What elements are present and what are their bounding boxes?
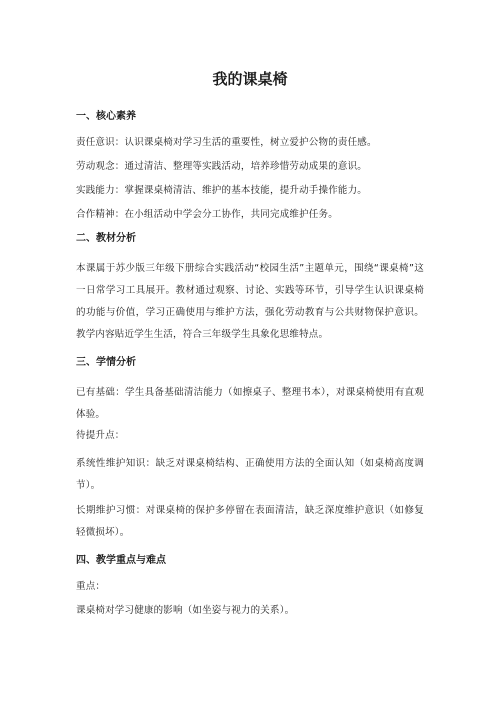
paragraph: 本课属于苏少版三年级下册综合实践活动“校园生活”主题单元，围绕“课桌椅”这一日常学习工具展开。教材通过观察、讨论、实践等环节，引导学生认识课桌椅的功能与价值，学习正确使用与维护方法，强化劳动教育与公共财物保护意识。教学内容贴近学生生活，符合三年级学生具象化思维特点。 bbox=[76, 263, 424, 340]
paragraph: 劳动观念：通过清洁、整理等实践活动，培养珍惜劳动成果的意识。 bbox=[76, 161, 368, 172]
section-heading: 二、教材分析 bbox=[76, 233, 136, 244]
section-heading: 四、教学重点与难点 bbox=[76, 555, 166, 566]
paragraph: 课桌椅对学习健康的影响（如坐姿与视力的关系）。 bbox=[76, 605, 295, 616]
section-textbook-analysis bbox=[76, 232, 424, 346]
paragraph: 重点： bbox=[76, 581, 106, 592]
section-key-points bbox=[76, 554, 424, 618]
paragraph: 已有基础：学生具备基础清洁能力（如擦桌子、整理书本），对课桌椅使用有直观体验。 bbox=[76, 387, 424, 420]
section-learner-analysis bbox=[76, 356, 424, 544]
paragraph: 待提升点： bbox=[76, 430, 125, 441]
section-heading: 一、核心素养 bbox=[76, 111, 136, 122]
paragraph: 实践能力：掌握课桌椅清洁、维护的基本技能，提升动手操作能力。 bbox=[76, 185, 368, 196]
paragraph: 系统性维护知识：缺乏对课桌椅结构、正确使用方法的全面认知（如桌椅高度调节）。 bbox=[76, 458, 424, 491]
section-core-literacy bbox=[76, 110, 424, 222]
document-title: 我的课桌椅 bbox=[212, 70, 288, 88]
paragraph: 长期维护习惯：对课桌椅的保护多停留在表面清洁，缺乏深度维护意识（如修复轻微损坏）。 bbox=[76, 505, 424, 538]
paragraph: 合作精神：在小组活动中学会分工协作，共同完成维护任务。 bbox=[76, 209, 338, 220]
section-heading: 三、学情分析 bbox=[76, 357, 136, 368]
paragraph: 责任意识：认识课桌椅对学习生活的重要性，树立爱护公物的责任感。 bbox=[76, 137, 377, 148]
